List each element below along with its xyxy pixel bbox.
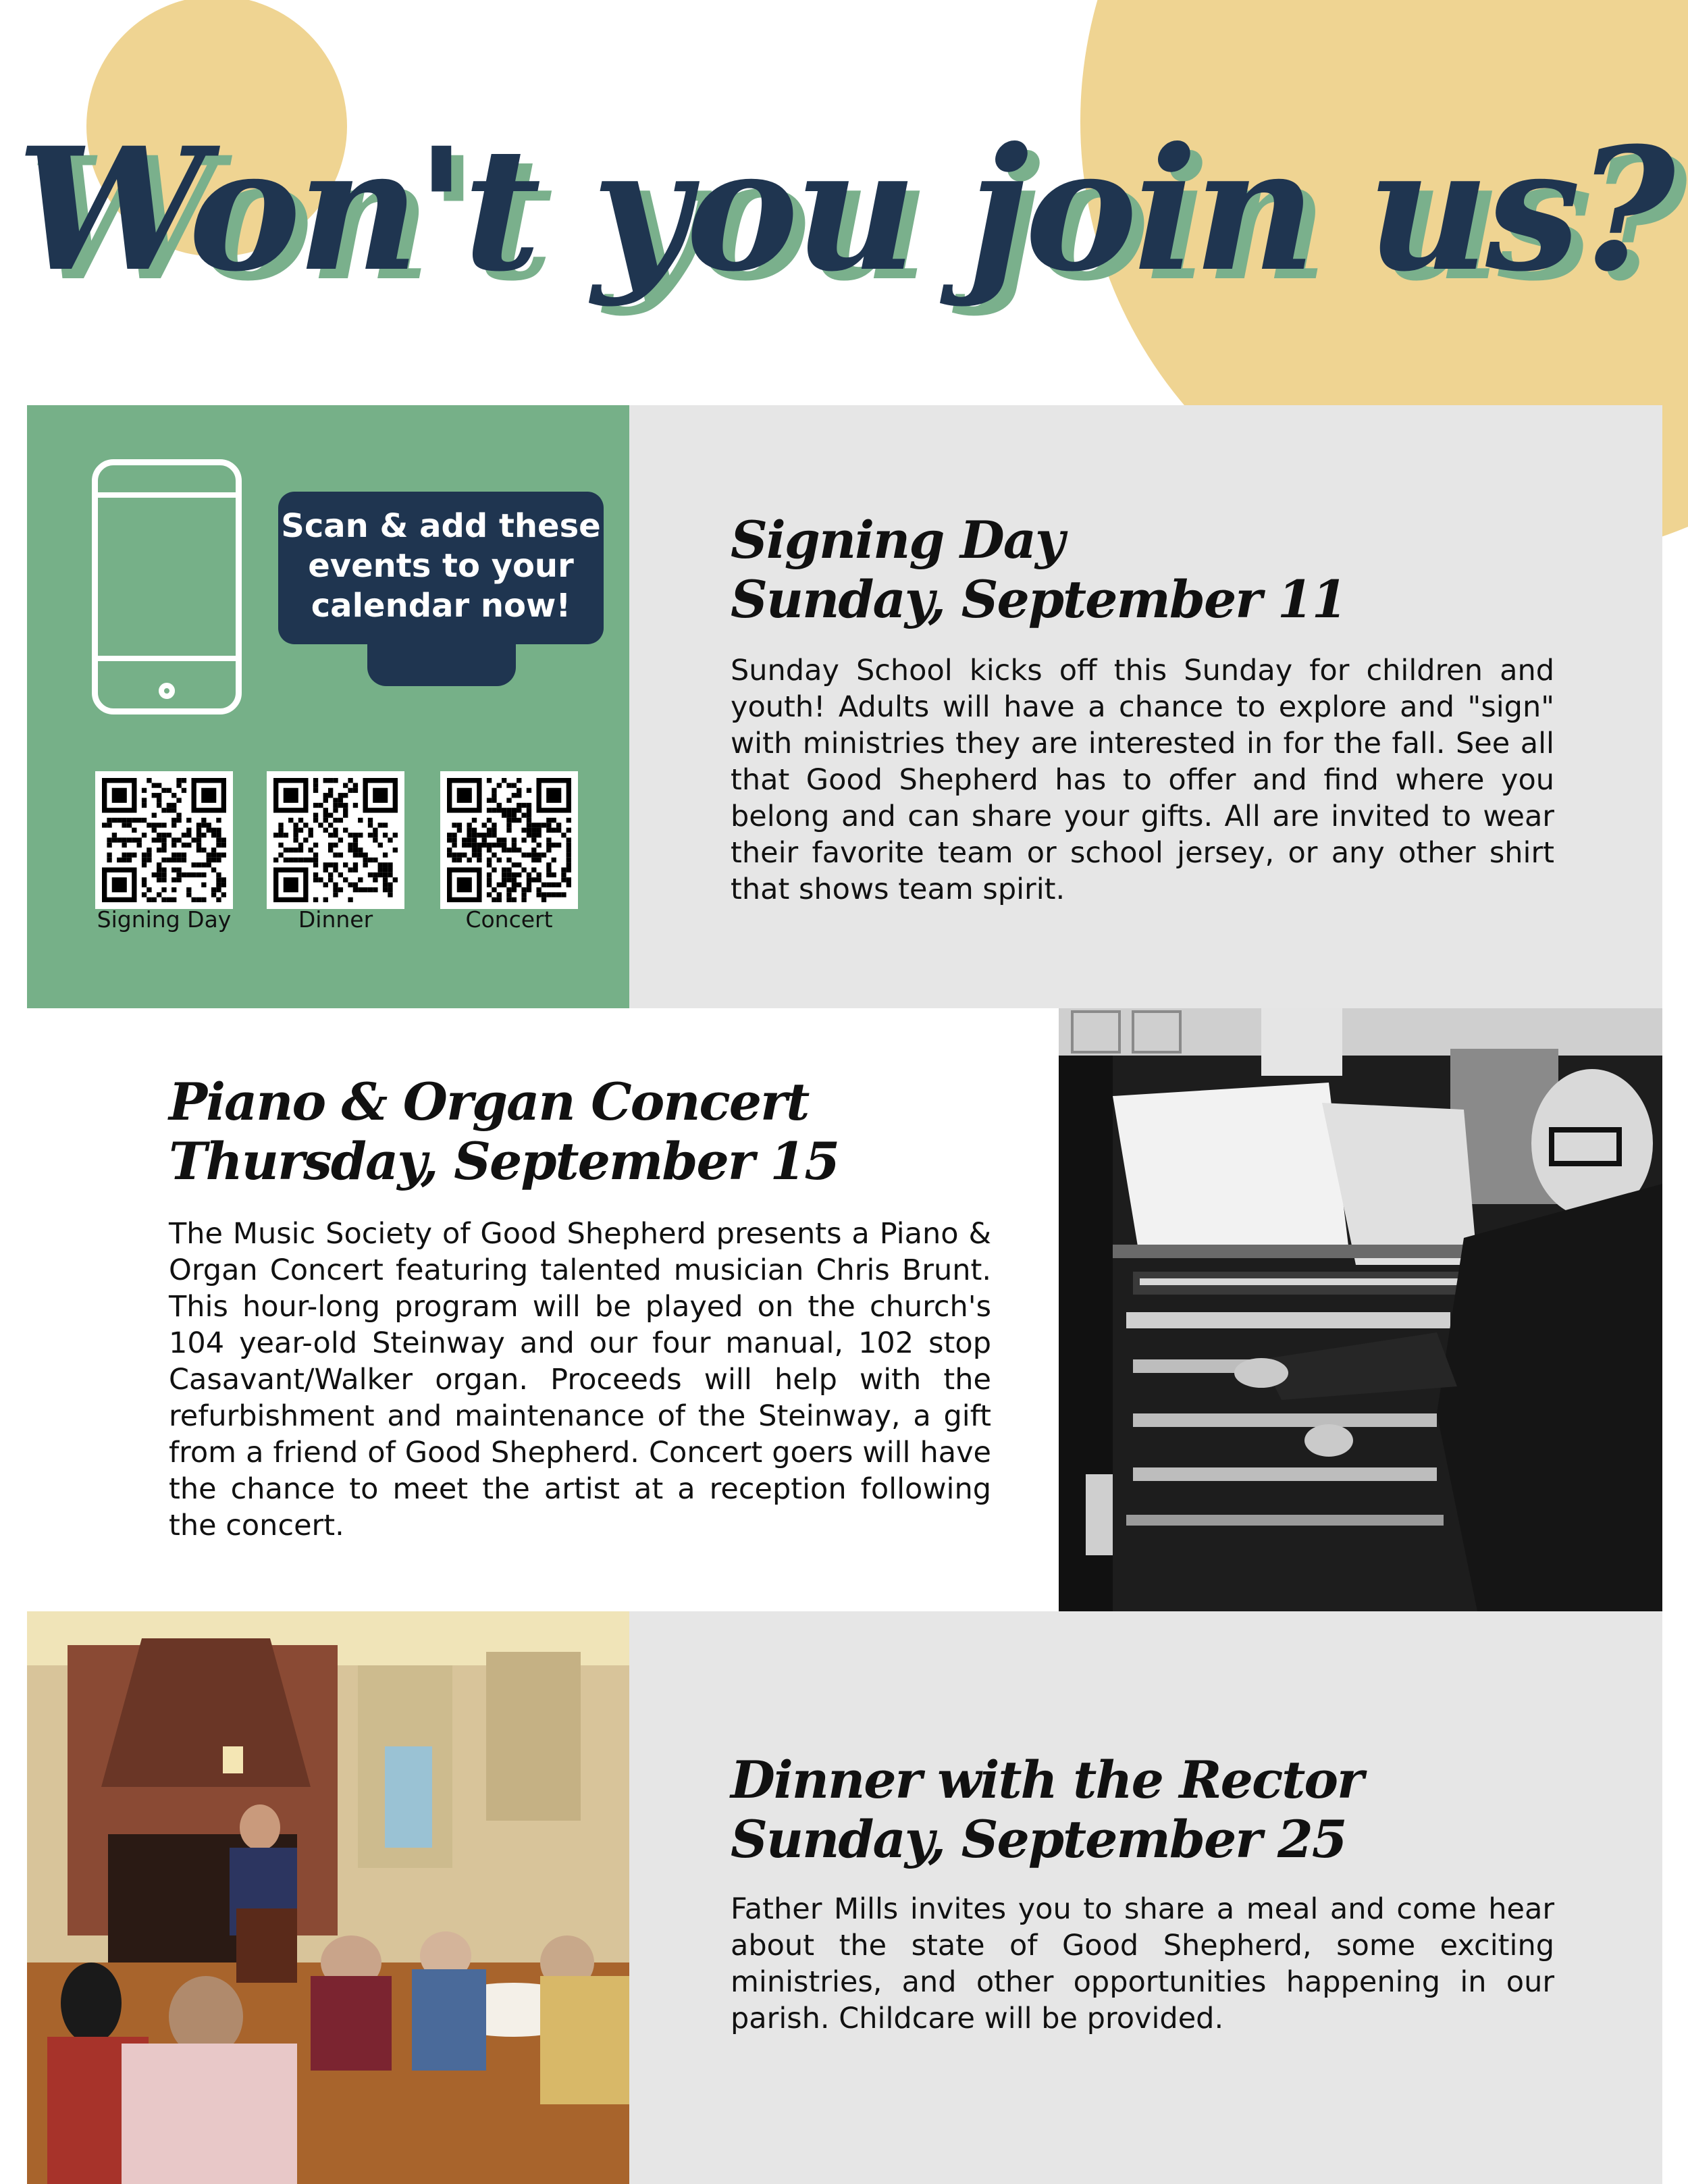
organ-photo [1059, 1008, 1662, 1611]
event-title-dinner: Dinner with the Rector [731, 1750, 1363, 1810]
event-title-concert: Piano & Organ Concert [169, 1072, 809, 1132]
qr-label-dinner: Dinner [298, 906, 373, 933]
scan-prompt-text: Scan & add these events to your calendar now! [281, 507, 601, 625]
event-description-signing-day: Sunday School kicks off this Sunday for children and youth! Adults will have a chance to explore and "sign" with ministries they are interested in for the fall. See all that Good Shepherd has to offer and find where you belong and can share your gifts. All are invited to wear their favorite team or school jersey, or any other shirt that shows team spirit. [731, 654, 1554, 906]
event-description-concert: The Music Society of Good Shepherd presents a Piano & Organ Concert featuring talented musician Chris Brunt. This hour-long program will be played on the church's 104 year-old Steinway and our four manual, 102 stop Casavant/Walker organ. Proceeds will help with the refurbishment and maintenance of the Steinway, a gift from a friend of Good Shepherd. Concert goers will have the chance to meet the artist at a reception following the concert. [169, 1217, 991, 1542]
event-description-dinner: Father Mills invites you to share a meal and come hear about the state of Good Shepherd, some exciting ministries, and other opportunities happening in our parish. Childcare will be provided. [731, 1892, 1554, 2035]
qr-code-signing-day[interactable] [95, 771, 233, 909]
qr-pattern [447, 778, 571, 902]
page-headline: Won't you join us? [16, 110, 1672, 309]
qr-label-signing-day: Signing Day [97, 906, 232, 933]
event-date-dinner: Sunday, September 25 [731, 1809, 1346, 1869]
phone-icon [92, 459, 242, 714]
qr-label-concert: Concert [465, 906, 553, 933]
qr-pattern [273, 778, 398, 902]
event-title-signing-day: Signing Day [731, 510, 1064, 570]
event-date-signing-day: Sunday, September 11 [731, 569, 1346, 629]
qr-pattern [102, 778, 226, 902]
scan-prompt-bubble-tab [367, 621, 516, 686]
event-date-concert: Thursday, September 15 [169, 1131, 839, 1191]
qr-code-dinner[interactable] [267, 771, 404, 909]
qr-code-concert[interactable] [440, 771, 578, 909]
dinner-photo [27, 1611, 629, 2184]
